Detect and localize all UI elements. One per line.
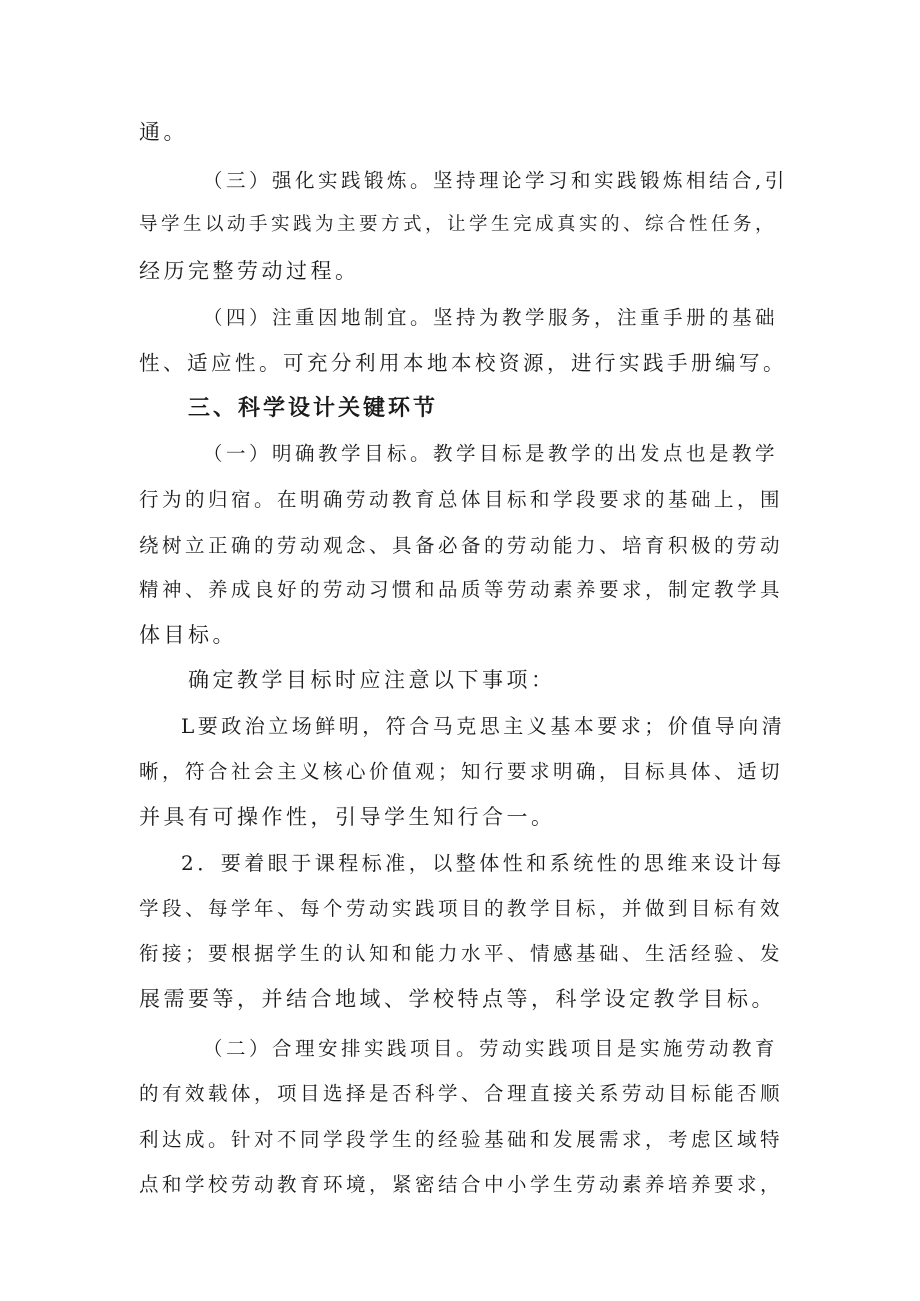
text-line: 体目标。 xyxy=(139,623,237,647)
text-line: 展需要等，并结合地域、学校特点等，科学设定教学目标。 xyxy=(139,987,776,1011)
text-line: 点和学校劳动教育环境，紧密结合中小学生劳动素养培养要求， xyxy=(139,1173,784,1196)
text-line: L要政治立场鲜明，符合马克思主义基本要求；价值导向清 xyxy=(181,714,786,738)
text-line: 2．要着眼于课程标准，以整体性和系统性的思维来设计每 xyxy=(181,851,785,875)
text-line: （一）明确教学目标。教学目标是教学的出发点也是教学 xyxy=(203,442,779,465)
text-line: 的有效载体，项目选择是否科学、合理直接关系劳动目标能否顺 xyxy=(139,1082,784,1105)
text-line: 学段、每学年、每个劳动实践项目的教学目标，并做到目标有效 xyxy=(139,897,784,920)
text-line: 确定教学目标时应注意以下事项： xyxy=(188,668,556,692)
text-line: （四）注重因地制宜。坚持为教学服务，注重手册的基础 xyxy=(203,306,779,329)
text-line: 通。 xyxy=(139,120,188,144)
text-line: 导学生以动手实践为主要方式，让学生完成真实的、综合性任务， xyxy=(139,214,778,235)
section-heading: 三、科学设计关键环节 xyxy=(188,396,439,421)
text-line: 经历完整劳动过程。 xyxy=(139,259,360,283)
text-line: 精神、养成良好的劳动习惯和品质等劳动素养要求，制定教学具 xyxy=(139,578,784,601)
text-line: 利达成。针对不同学段学生的经验基础和发展需求，考虑区域特 xyxy=(139,1128,784,1151)
text-line: （三）强化实践锻炼。坚持理论学习和实践锻炼相结合,引 xyxy=(203,169,788,192)
text-line: 衔接；要根据学生的认知和能力水平、情感基础、生活经验、发 xyxy=(139,942,784,965)
text-line: 性、适应性。可充分利用本地本校资源，进行实践手册编写。 xyxy=(139,351,787,375)
text-line: 并具有可操作性，引导学生知行合一。 xyxy=(139,805,556,829)
text-line: 行为的归宿。在明确劳动教育总体目标和学段要求的基础上，围 xyxy=(139,488,784,511)
text-line: （二）合理安排实践项目。劳动实践项目是实施劳动教育 xyxy=(203,1037,779,1060)
text-line: 晰，符合社会主义核心价值观；知行要求明确，目标具体、适切 xyxy=(139,760,784,783)
text-line: 绕树立正确的劳动观念、具备必备的劳动能力、培育积极的劳动 xyxy=(139,534,784,557)
